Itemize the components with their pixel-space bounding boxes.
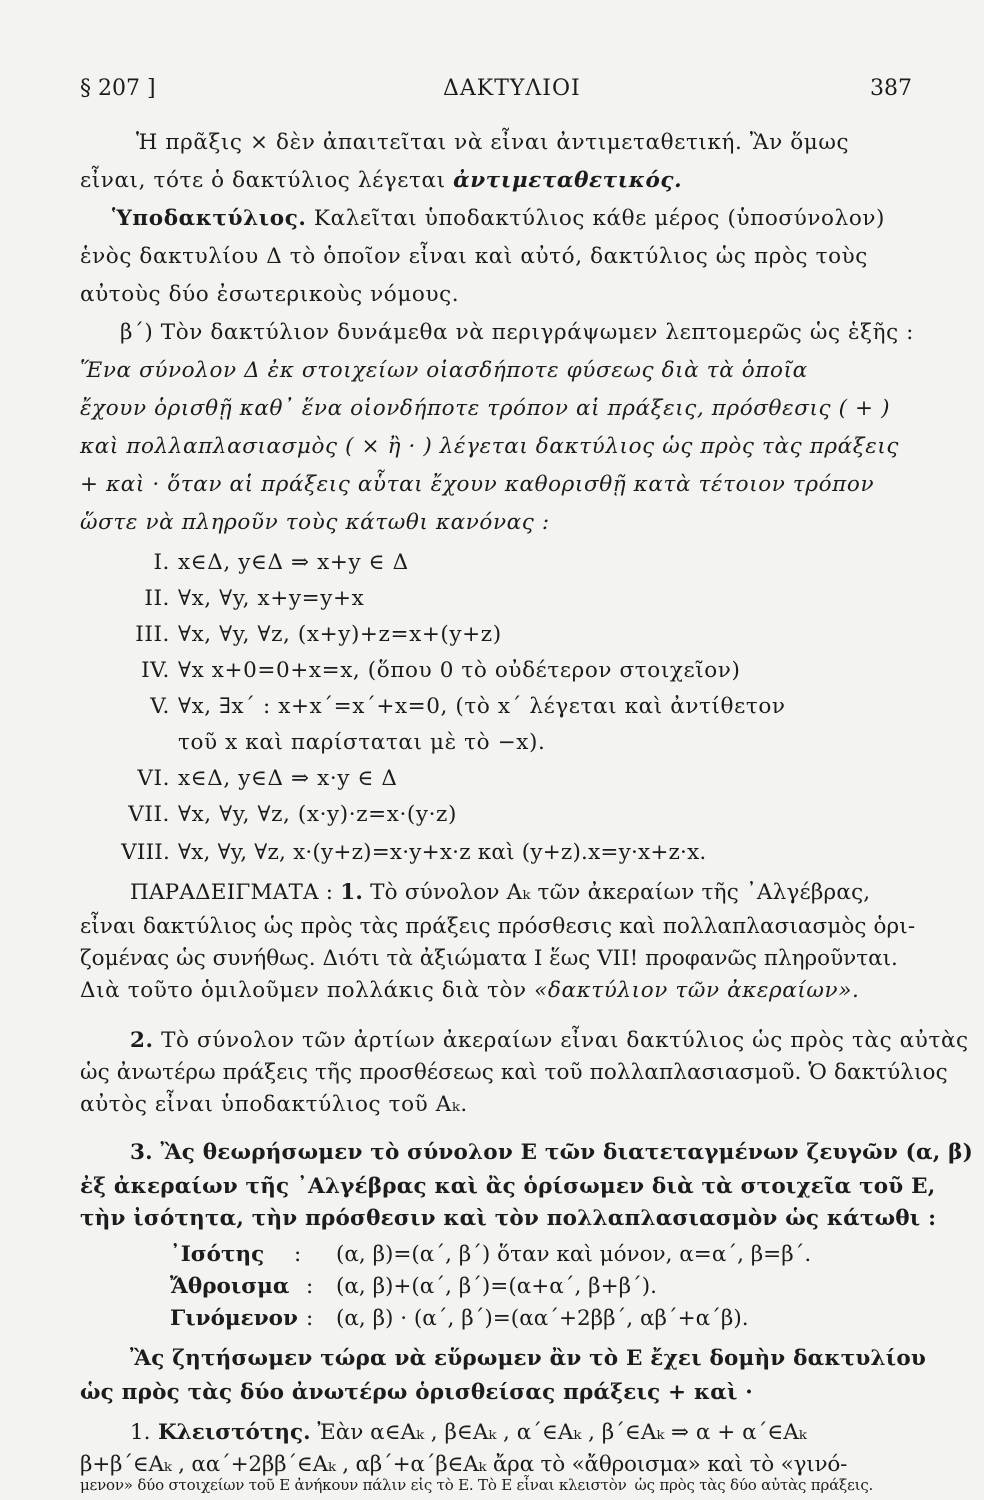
beta-line-1: β΄) Τὸν δακτύλιον δυνάμεθα νὰ περιγράψωμεν λεπτομερῶς ὡς ἑξῆς : [120,320,915,345]
subring-line-3: αὐτοὺς δύο ἐσωτερικοὺς νόμους. [80,282,460,307]
definition-label-sum: Ἄθροισμα [170,1274,290,1299]
example-2-line-3: αὐτὸς εἶναι ὑποδακτύλιος τοῦ Aₖ. [80,1092,468,1117]
axiom-8: VIII. ∀x, ∀y, ∀z, x·(y+z)=x·y+x·z καὶ (y+z).x=y·x+z·x. [121,840,707,865]
definition-sep-product: : [306,1306,314,1331]
closure-line-3: μενον» δύο στοιχείων τοῦ E ἀνήκουν πάλιν εἰς τὸ E. Τὸ E εἶναι κλειστὸν [80,1476,627,1494]
example-1-line-3: ζομένας ὡς συνήθως. Διότι τὰ ἀξιώματα I ἕως VII! προφανῶς πληροῦνται. [80,946,898,971]
intro-line-1: Ἡ πρᾶξις × δὲν ἀπαιτεῖται νὰ εἶναι ἀντιμεταθετική. Ἂν ὅμως [136,130,850,155]
subring-term: Ὑποδακτύλιος. [112,206,307,231]
axiom-3: III. ∀x, ∀y, ∀z, (x+y)+z=x+(y+z) [135,622,502,647]
closure-line-4: ὡς πρὸς τὰς δύο αὐτὰς πράξεις. [634,1476,874,1494]
subring-line-2: ἑνὸς δακτυλίου Δ τὸ ὁποῖον εἶναι καὶ αὐτό, δακτύλιος ὡς πρὸς τοὺς [80,244,868,269]
axiom-4: IV. ∀x x+0=0+x=x, (ὅπου 0 τὸ οὐδέτερον στοιχεῖον) [141,658,741,683]
axiom-5-continued: τοῦ x καὶ παρίσταται μὲ τὸ −x). [178,730,546,755]
closure-line-2: β+β΄∈Aₖ , αα΄+2ββ΄∈Aₖ , αβ΄+α΄β∈Aₖ ἄρα τὸ «ἄθροισμα» καὶ τὸ «γινό- [80,1452,848,1477]
definition-sep-equality: : [294,1242,302,1267]
example-2-line-2: ὡς ἀνωτέρω πράξεις τῆς προσθέσεως καὶ τοῦ πολλαπλασιασμοῦ. Ὁ δακτύλιος [80,1060,948,1085]
example-3-line-1: 3. Ἂς θεωρήσωμεν τὸ σύνολον E τῶν διατεταγμένων ζευγῶν (α, β) [130,1140,973,1165]
axiom-1: I. x∈Δ, y∈Δ ⇒ x+y ∈ Δ [153,550,409,575]
example-3-line-2: ἐξ ἀκεραίων τῆς ᾽Αλγέβρας καὶ ἂς ὁρίσωμεν διὰ τὰ στοιχεῖα τοῦ E, [80,1174,936,1199]
question-line-2: ὡς πρὸς τὰς δύο ἀνωτέρω ὁρισθείσας πράξεις + καὶ · [80,1380,753,1405]
beta-line-2: Ἕνα σύνολον Δ ἐκ στοιχείων οἱασδήποτε φύσεως διὰ τὰ ὁποῖα [80,358,808,383]
beta-line-5: + καὶ · ὅταν αἱ πράξεις αὗται ἔχουν καθορισθῇ κατὰ τέτοιον τρόπον [80,472,875,497]
definition-label-product: Γινόμενον [170,1306,298,1331]
definition-sep-sum: : [306,1274,314,1299]
axiom-7: VII. ∀x, ∀y, ∀z, (x·y)·z=x·(y·z) [128,802,457,827]
closure-term: Κλειστότης. [150,1420,311,1445]
question-line-1: Ἂς ζητήσωμεν τώρα νὰ εὕρωμεν ἂν τὸ E ἔχει δομὴν δακτυλίου [130,1346,927,1371]
axiom-2: II. ∀x, ∀y, x+y=y+x [144,586,365,611]
example-1-line-1: ΠΑΡΑΔΕΙΓΜΑΤΑ : 1. Τὸ σύνολον Aₖ τῶν ἀκεραίων τῆς ᾽Αλγέβρας, [130,880,871,905]
beta-line-6: ὥστε νὰ πληροῦν τοὺς κάτωθι κανόνας : [80,510,550,535]
intro-line-2: εἶναι, τότε ὁ δακτύλιος λέγεται ἀντιμεταθετικός. [80,168,683,193]
example-1-line-2: εἶναι δακτύλιος ὡς πρὸς τὰς πράξεις πρόσθεσις καὶ πολλαπλασιασμὸς ὁρι- [80,914,916,939]
axiom-5: V. ∀x, ∃x΄ : x+x΄=x΄+x=0, (τὸ x΄ λέγεται καὶ ἀντίθετον [150,694,786,719]
beta-line-3: ἔχουν ὁρισθῇ καθ᾽ ἕνα οἱονδήποτε τρόπον αἱ πράξεις, πρόσθεσις ( + ) [80,396,891,421]
definition-value-equality: (α, β)=(α΄, β΄) ὅταν καὶ μόνον, α=α΄, β=β΄. [336,1242,812,1267]
page-number: 387 [870,76,912,101]
section-marker: § 207 ] [80,76,156,101]
example-3-line-3: τὴν ἰσότητα, τὴν πρόσθεσιν καὶ τὸν πολλαπλασιασμὸν ὡς κάτωθι : [80,1206,937,1231]
definition-label-equality: ᾽Ισότης [170,1242,265,1267]
closure-line-1: 1. Κλειστότης. Ἐὰν α∈Aₖ , β∈Aₖ , α΄∈Aₖ , β΄∈Aₖ ⇒ α + α΄∈Aₖ [130,1420,807,1445]
axiom-6: VI. x∈Δ, y∈Δ ⇒ x·y ∈ Δ [137,766,398,791]
definition-value-sum: (α, β)+(α΄, β΄)=(α+α΄, β+β΄). [336,1274,658,1299]
running-title: ΔΑΚΤΥΛΙΟΙ [443,76,581,101]
example-2-line-1: 2. Τὸ σύνολον τῶν ἀρτίων ἀκεραίων εἶναι δακτύλιος ὡς πρὸς τὰς αὐτὰς [130,1028,969,1053]
subring-line-1: Ὑποδακτύλιος. Καλεῖται ὑποδακτύλιος κάθε μέρος (ὑποσύνολον) [112,206,886,231]
beta-line-4: καὶ πολλαπλασιασμὸς ( × ἢ · ) λέγεται δακτύλιος ὡς πρὸς τὰς πράξεις [80,434,900,459]
commutative-term: ἀντιμεταθετικός. [453,168,683,193]
example-1-line-4: Διὰ τοῦτο ὁμιλοῦμεν πολλάκις διὰ τὸν «δακτύλιον τῶν ἀκεραίων». [80,978,860,1003]
definition-value-product: (α, β) · (α΄, β΄)=(αα΄+2ββ΄, αβ΄+α΄β). [336,1306,749,1331]
